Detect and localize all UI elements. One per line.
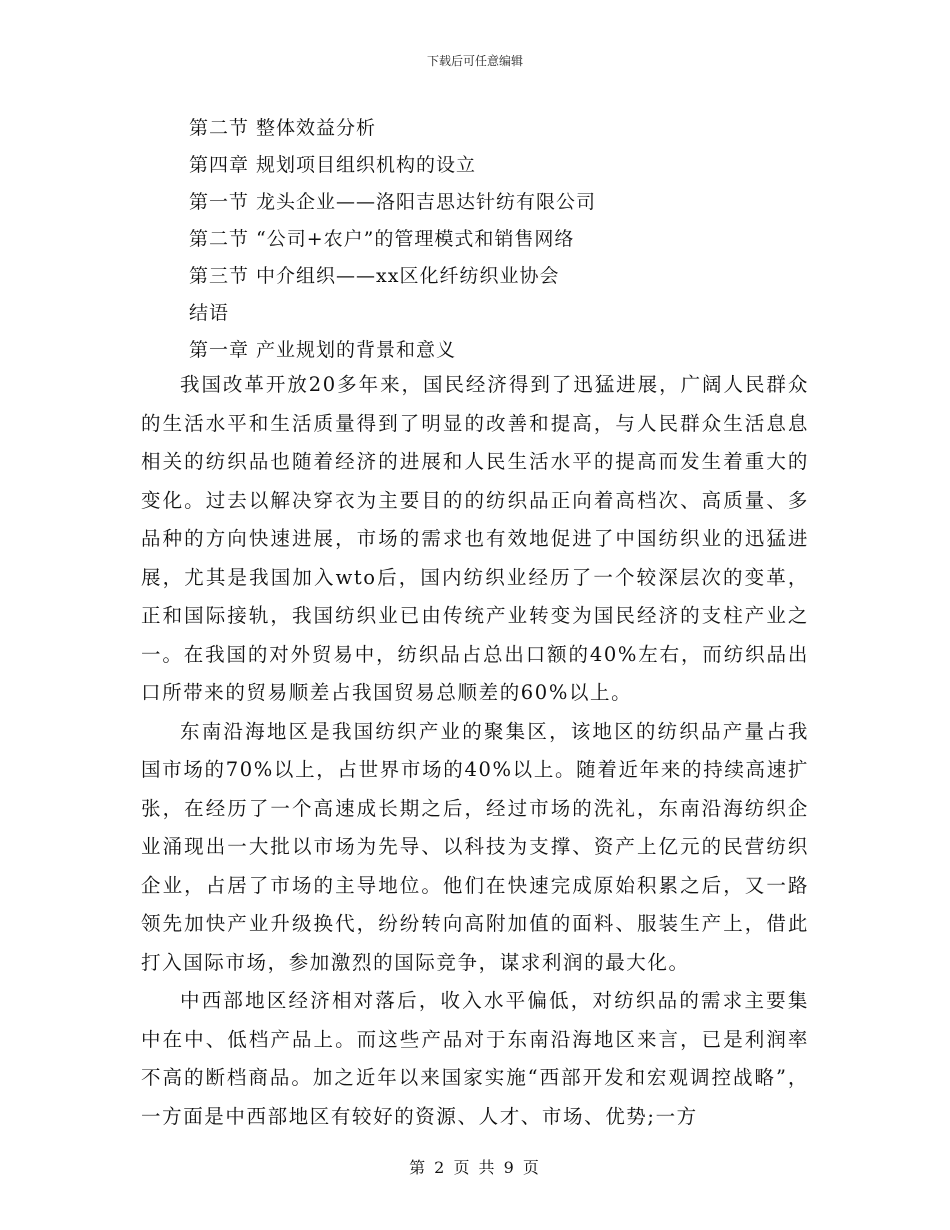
toc-item: 第二节 整体效益分析: [189, 117, 377, 139]
page-footer: 第 2 页 共 9 页: [409, 1158, 541, 1177]
toc-item: 第三节 中介组织——xx区化纤纺织业协会: [189, 265, 560, 287]
body-paragraph: 东南沿海地区是我国纺织产业的聚集区，该地区的纺织品产量占我国市场的70%以上，占世界市场的40%以上。随着近年来的持续高速扩张，在经历了一个高速成长期之后，经过市场的洗礼，东南沿海纺织企业涌现出一大批以市场为先导、以科技为支撑、资产上亿元的民营纺织企业，占居了市场的主导地位。他们在快速完成原始积累之后，又一路领先加快产业升级换代，纷纷转向高附加值的面料、服装生产上，借此打入国际市场，参加激烈的国际竞争，谋求利润的最大化。: [141, 719, 809, 974]
toc-item: 第二节 “公司+农户”的管理模式和销售网络: [189, 228, 575, 250]
body-paragraph: 我国改革开放20多年来，国民经济得到了迅猛进展，广阔人民群众的生活水平和生活质量得到了明显的改善和提高，与人民群众生活息息相关的纺织品也随着经济的进展和人民生活水平的提高而发生着重大的变化。过去以解决穿衣为主要目的的纺织品正向着高档次、高质量、多品种的方向快速进展，市场的需求也有效地促进了中国纺织业的迅猛进展，尤其是我国加入wto后，国内纺织业经历了一个较深层次的变革，正和国际接轨，我国纺织业已由传统产业转变为国民经济的支柱产业之一。在我国的对外贸易中，纺织品占总出口额的40%左右，而纺织品出口所带来的贸易顺差占我国贸易总顺差的60%以上。: [141, 373, 809, 704]
body-text: [141, 366, 809, 1136]
toc-item: 第四章 规划项目组织机构的设立: [189, 154, 477, 176]
toc-item: 结语: [189, 302, 230, 324]
table-of-contents: [189, 110, 829, 369]
toc-item: 第一节 龙头企业——洛阳吉思达针纺有限公司: [189, 191, 597, 213]
page-header: 下载后可任意编辑: [426, 54, 523, 68]
body-paragraph: 中西部地区经济相对落后，收入水平偏低，对纺织品的需求主要集中在中、低档产品上。而这些产品对于东南沿海地区来言，已是利润率不高的断档商品。加之近年以来国家实施“西部开发和宏观调控战略”，一方面是中西部地区有较好的资源、人才、市场、优势;一方: [141, 989, 809, 1128]
toc-item: 第一章 产业规划的背景和意义: [189, 339, 457, 361]
